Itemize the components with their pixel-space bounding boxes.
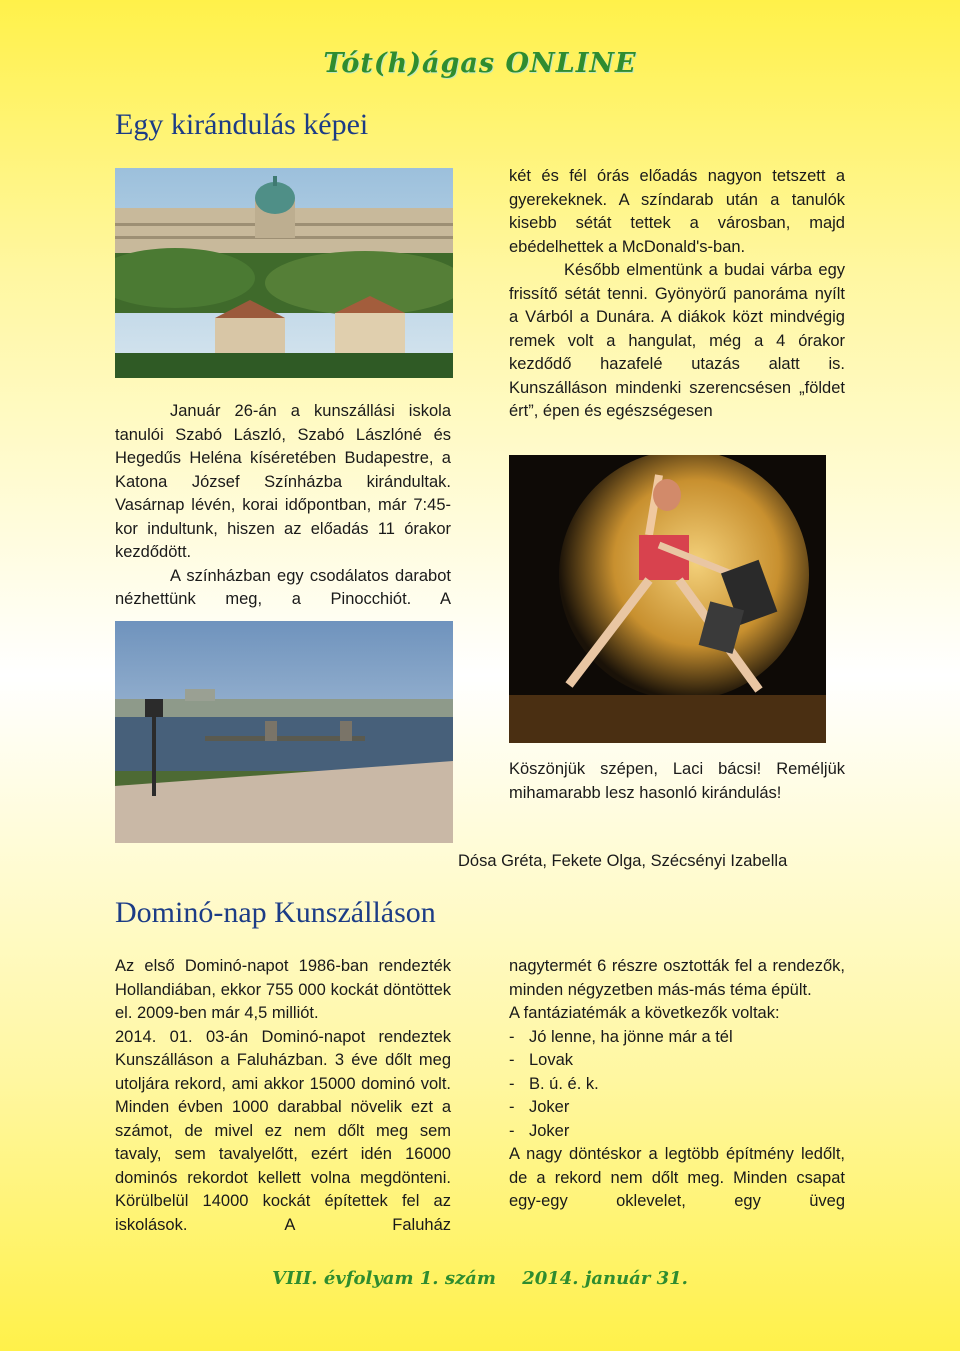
list-item: - Joker xyxy=(509,1096,845,1120)
page-footer xyxy=(0,1268,960,1289)
trip-left-column xyxy=(115,400,451,612)
trip-paragraph-3: két és fél órás előadás nagyon tetszett a gyerekeknek. A színdarab után a tanulók kisebb sétát tettek a városban, majd ebédelhettek a McDonald's-ban. xyxy=(509,167,845,256)
article-title-trip: Egy kirándulás képei xyxy=(115,108,369,141)
domino-right-column xyxy=(509,955,845,1214)
list-item: - Jó lenne, ha jönne már a tél xyxy=(509,1026,845,1050)
domino-paragraph-4: A nagy döntéskor a legtöbb építmény ledőlt, de a rekord nem dőlt meg. Minden csapat egy-egy oklevelet, egy üveg xyxy=(509,1145,845,1210)
trip-thanks: Köszönjük szépen, Laci bácsi! Reméljük mihamarabb lesz hasonló kirándulás! xyxy=(509,760,845,802)
trip-paragraph-2: A színházban egy csodálatos darabot nézhettünk meg, a Pinocchiót. A xyxy=(115,566,451,608)
danube-chain-bridge-photo xyxy=(115,621,453,843)
domino-paragraph-2: 2014. 01. 03-án Dominó-napot rendeztek Kunszálláson a Faluházban. 3 éve dőlt meg utoljára rekord, ami akkor 15000 dominó volt. Minden évben 1000 darabbal növelik ezt a számot, de mivel ez nem dőlt meg sem tavaly, sem tavalyelőtt, ezért idén 16000 dominós rekordot kellett volna megdönteni. Körülbelül 14000 kockát építettek fel az iskolások. A Faluház xyxy=(115,1027,451,1234)
domino-themes-intro: A fantáziatémák a következők voltak: xyxy=(509,1004,780,1022)
trip-right-column xyxy=(509,165,845,424)
article-title-domino: Dominó-nap Kunszálláson xyxy=(115,896,436,929)
domino-paragraph-1: Az első Dominó-napot 1986-ban rendezték Hollandiában, ekkor 755 000 kockát döntöttek el. 2009-ben már 4,5 milliót. xyxy=(115,957,451,1022)
domino-paragraph-3: nagytermét 6 részre osztották fel a rendezők, minden négyzetben más-más téma épült. xyxy=(509,957,845,999)
list-item: - B. ú. é. k. xyxy=(509,1073,845,1097)
pinocchio-stage-photo xyxy=(509,455,826,743)
masthead-title: Tót(h)ágas ONLINE xyxy=(323,48,637,79)
list-item: - Lovak xyxy=(509,1049,845,1073)
trip-paragraph-1: Január 26-án a kunszállási iskola tanulói Szabó László, Szabó Lászlóné és Hegedűs Heléna kíséretében Budapestre, a Katona József Színházba kirándultak. Vasárnap lévén, korai időpontban, már 7:45-kor indultunk, hiszen az előadás 11 órakor kezdődött. xyxy=(115,402,451,561)
footer-volume: VIII. évfolyam 1. szám xyxy=(272,1268,496,1289)
list-item: - Joker xyxy=(509,1120,845,1144)
domino-left-column xyxy=(115,955,451,1237)
footer-date: 2014. január 31. xyxy=(522,1268,688,1289)
trip-authors: Dósa Gréta, Fekete Olga, Szécsényi Izabella xyxy=(458,852,788,870)
buda-castle-photo xyxy=(115,168,453,378)
trip-paragraph-4: Később elmentünk a budai várba egy frissítő sétát tenni. Gyönyörű panoráma nyílt a Várból a Dunára. A diákok közt mindvégig remek volt a hangulat, még a 4 órakor kezdődő hazafelé utazás alatt is. Kunszálláson mindenki szerencsésen „földet ért”, épen és egészségesen xyxy=(509,261,845,420)
domino-themes-list xyxy=(509,1026,845,1144)
